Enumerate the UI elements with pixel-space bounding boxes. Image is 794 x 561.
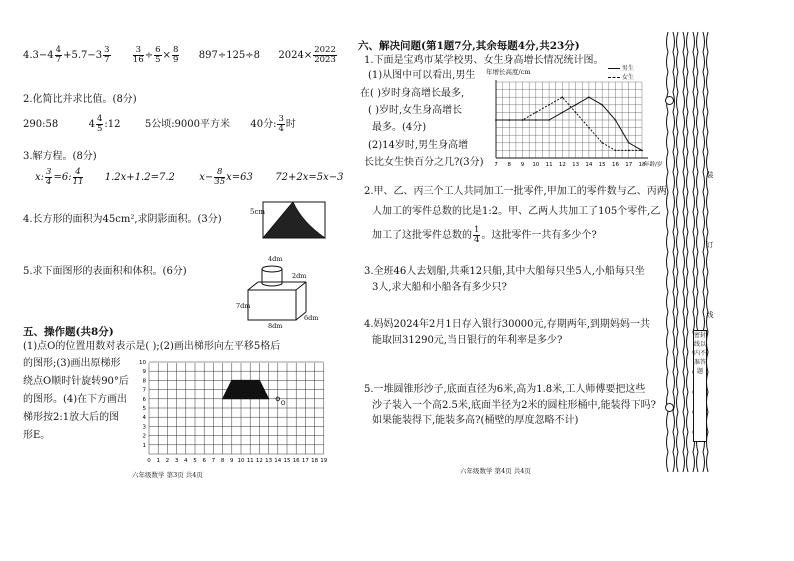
q5-line: 5.一堆圆锥形沙子,底面直径为6米,高为1.8米,工人师傅要把这些 [364,384,646,395]
q2-line: 2.甲、乙、丙三个工人共同加工一批零件,甲加工的零件数与乙、丙两 [364,186,667,197]
sec6-title: 六、解决问题(第1题7分,其余每题4分,共23分) [358,40,580,52]
fraction: $\frac{3}{7}$ [104,45,110,65]
grid-x-label: 7 [211,458,216,464]
fraction: $\frac{8}{9}$ [172,45,179,65]
legend-girl: 女生 [608,72,634,81]
q2-line: 加工了这批零件总数的 $\frac{1}{4}$ 。这批零件一共有多少个? [372,225,597,245]
calc-expr-1a: 4.3−4 [23,50,54,61]
dim-label: 6dm [304,314,319,322]
point-o-label: O [280,399,286,407]
q3-equations: x: $\frac{3}{4}$ =6: $\frac{4}{11}$ 1.2x+1.2=7.2 x− $\frac{8}{35}$ x=63 72+2x=5x−3 [35,167,344,187]
grid-x-label: 12 [255,458,263,464]
data-point [628,150,630,152]
q4-dimension-label: 5cm [250,208,266,216]
q4-line: 4.妈妈2024年2月1日存入银行30000元,存期两年,到期妈妈一共 [364,319,650,330]
data-point [641,150,643,152]
grid-y-label: 2 [142,433,146,440]
grid-x-label: 9 [230,458,234,464]
q2-title: 2.化简比并求比值。(8分) [23,94,137,105]
x-tick-label: 15 [598,162,606,168]
x-tick-label: 14 [585,162,593,168]
sec5-title: 五、操作题(共8分) [23,326,114,338]
fraction: $\frac{6}{5}$ [155,45,161,65]
calc-expr-1b: +5.7−3 [63,50,103,61]
q2-line: 人加工的零件总数的比是1:2。甲、乙两人共加工了105个零件,乙 [372,206,661,217]
dim-label: 7dm [236,302,251,310]
page-footer: 六年级数学 第3页 共4页 [132,471,203,479]
binding-line [677,32,679,472]
sec5-line: 绕点O顺时针旋转90°后 [23,376,129,387]
data-point [535,119,537,121]
grid-x-label: 10 [237,458,245,464]
sec5-line: 的图形;(3)画出原梯形 [23,358,121,369]
sec5-line: (1)点O的位置用数对表示是( );(2)画出梯形向左平移5格后 [23,341,281,352]
calc-expr-4: 2024× [278,50,313,61]
data-point [588,127,590,129]
q5-line: 沙子装入一个高2.5米,底面半径为2米的圆柱形桶中,能装得下吗? [372,400,656,411]
data-point [562,96,564,98]
grid-y-label: 9 [142,369,146,376]
grid-x-label: 19 [320,458,328,464]
page-footer: 六年级数学 第4页 共4页 [460,467,531,475]
chart-ylabel: 年增长高度/cm [486,68,531,76]
x-tick-label: 13 [572,162,580,168]
grid-x-label: 8 [220,458,225,464]
binding-line [687,32,689,472]
data-point [575,112,577,114]
data-point [535,112,537,114]
grid-y-label: 8 [142,378,146,385]
x-tick-label: 12 [558,162,566,168]
legend-boy: 男生 [608,63,634,72]
x-tick-label: 11 [545,162,553,168]
sec5-line: 形E。 [23,430,51,441]
q4-line: 能取回31290元,当日银行的年利率是多少? [372,335,563,346]
q4-rectangle-figure [262,200,328,240]
q4-title: 4.长方形的面积为45cm²,求阴影面积。(3分) [23,214,222,225]
grid-x-label: 1 [156,458,160,464]
data-point [628,142,630,144]
data-point [548,119,550,121]
x-tick-label: 8 [507,162,512,168]
binding-hole [665,403,674,412]
data-point [548,104,550,106]
fraction: $\frac{2022}{2023}$ [314,45,336,65]
grid-x-label: 17 [301,458,309,464]
seal-notice: 密封线以内不准答题 [693,330,707,442]
x-tick-label: 18 [638,162,646,168]
q1-line: 长比女生快百分之几?(3分) [364,157,484,168]
calc-expr-3: 897÷125÷8 [198,50,261,61]
q1-line: 在( )岁时身高增长最多, [360,88,465,99]
grid-x-label: 11 [246,458,254,464]
data-point [615,150,617,152]
binding-label: 装 订 线 [706,171,714,319]
x-tick-label: 17 [625,162,633,168]
q3-line: 3人,求大船和小船各有多少只? [372,282,507,293]
grid-x-label: 15 [283,458,291,464]
binding-line [683,32,685,472]
binding-hole [665,96,674,105]
grid-x-label: 16 [292,458,300,464]
grid-x-label: 6 [202,458,206,464]
grid-y-label: 1 [142,442,146,449]
data-point [601,104,603,106]
data-point [522,119,524,121]
data-point [575,104,577,106]
q2-items: 290:58 4 $\frac{4}{5}$ :12 5公顷:9000平方米 40分: $\frac{3}{4}$ 时 [23,114,296,134]
grid-y-label: 10 [139,360,146,366]
data-point [495,119,497,121]
q3-line: 3.全班46人去划船,共乘12只船,其中大船每只坐5人,小船每只坐 [364,266,645,277]
data-point [588,96,590,98]
grid-x-label: 14 [274,458,282,464]
grid-x-label: 0 [147,458,151,464]
dim-label: 2dm [292,272,307,280]
q1-line: 最多。(4分) [372,122,427,133]
sec5-line: 的图形。(4)在下方画出 [23,394,128,405]
grid-y-label: 5 [142,406,146,412]
grid-x-label: 13 [265,458,273,464]
q1-line: (1)从图中可以看出,男生 [368,70,476,81]
x-unit-label: 年龄/岁 [644,162,663,168]
grid-x-label: 2 [165,458,170,464]
data-point [615,119,617,121]
data-point [562,112,564,114]
grid-x-label: 3 [174,458,179,464]
grid-y-label: 6 [142,396,146,403]
calc-row: 4.3−4 $\frac{4}{7}$ +5.7−3 $\frac{3}{7}$ $\frac{3}{16}$ ÷ $\frac{6}{5}$ × $\frac{8}{9}$ 897÷125÷8 2024× $\frac{2022}{2023}$ [23,45,336,65]
q3-title: 3.解方程。(8分) [23,151,97,162]
q1-line: (2)14岁时,男生身高增 [368,140,469,151]
sec5-line: 梯形按2:1放大后的图 [23,412,120,423]
grid-y-label: 3 [142,424,146,431]
coordinate-grid [135,350,335,468]
fraction: $\frac{4}{7}$ [55,45,62,65]
dim-label: 4dm [268,255,283,263]
q5-title: 5.求下面图形的表面积和体积。(6分) [23,266,187,277]
data-point [508,119,510,121]
x-tick-label: 9 [520,162,525,168]
growth-line-chart [480,78,663,174]
x-tick-label: 16 [611,162,619,168]
q1-line: 1.下面是宝鸡市某学校男、女生身高增长情况统计图。 [364,55,604,66]
data-point [601,142,603,144]
trapezoid-shape [223,380,269,398]
q5-line: 如果能装得下,能装多高?(桶壁的厚度忽略不计) [372,415,579,426]
fraction: $\frac{3}{16}$ [132,45,144,65]
grid-y-label: 7 [142,387,146,394]
grid-x-label: 18 [311,458,319,464]
x-tick-label: 7 [494,162,498,168]
x-tick-label: 10 [532,162,540,168]
q1-line: ( )岁时,女生身高增长 [368,105,463,116]
grid-x-label: 4 [184,458,188,464]
grid-y-label: 4 [142,415,146,422]
grid-x-label: 5 [193,458,197,464]
dim-label: 8dm [268,322,283,330]
